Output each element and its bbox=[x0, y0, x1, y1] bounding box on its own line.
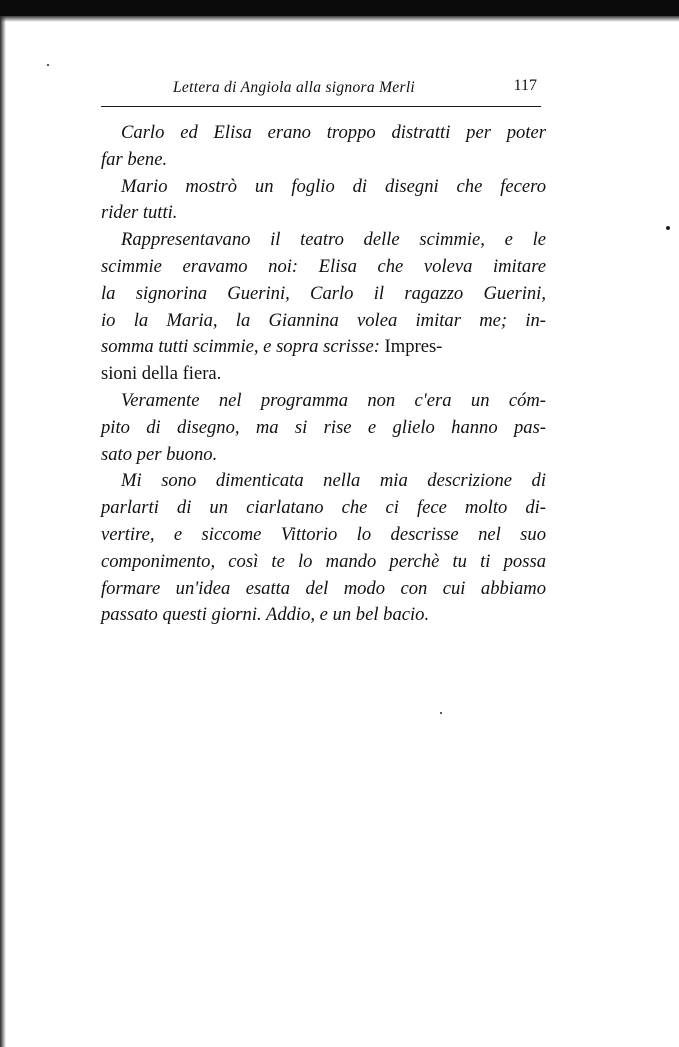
scan-top-shadow bbox=[0, 16, 679, 22]
text-line: pito di disegno, ma si rise e glielo hanno pas- bbox=[101, 416, 546, 438]
text-line: Mi sono dimenticata nella mia descrizione di bbox=[121, 470, 546, 492]
text-line: la signorina Guerini, Carlo il ragazzo Guerini, bbox=[101, 282, 546, 304]
body-text bbox=[101, 120, 546, 629]
text-line: io la Maria, la Giannina volea imitar me; in- bbox=[101, 309, 546, 331]
page-number: 117 bbox=[513, 77, 537, 94]
running-title: Lettera di Angiola alla signora Merli bbox=[173, 79, 416, 96]
ink-speck bbox=[666, 226, 670, 230]
scan-top-edge bbox=[0, 0, 679, 16]
text-line: far bene. bbox=[101, 148, 168, 170]
text-line: Veramente nel programma non c'era un cóm- bbox=[121, 389, 546, 411]
text-line: parlarti di un ciarlatano che ci fece molto di- bbox=[101, 497, 546, 519]
text-line: sato per buono. bbox=[101, 443, 218, 465]
text-line: passato questi giorni. Addio, e un bel bacio. bbox=[101, 604, 430, 626]
scan-left-edge bbox=[0, 16, 6, 1047]
text-line: formare un'idea esatta del modo con cui abbiamo bbox=[101, 577, 546, 599]
text-line: scimmie eravamo noi: Elisa che voleva imitare bbox=[101, 255, 546, 277]
text-line: sioni della fiera. bbox=[101, 363, 222, 385]
text-line: Rappresentavano il teatro delle scimmie, e le bbox=[121, 229, 546, 251]
text-line-roman-part: Impres- bbox=[384, 336, 443, 358]
text-line: Mario mostrò un foglio di disegni che fecero bbox=[121, 175, 546, 197]
ink-speck bbox=[47, 64, 49, 66]
text-line: componimento, così te lo mando perchè tu ti possa bbox=[101, 550, 546, 572]
ink-speck bbox=[440, 712, 442, 714]
page-header bbox=[101, 74, 541, 107]
text-line: rider tutti. bbox=[101, 202, 178, 224]
text-line-italic-part: somma tutti scimmie, e sopra scrisse: bbox=[101, 336, 380, 358]
text-line: Carlo ed Elisa erano troppo distratti per poter bbox=[121, 122, 546, 143]
text-line: vertire, e siccome Vittorio lo descrisse nel suo bbox=[101, 523, 546, 545]
text-line bbox=[101, 334, 546, 361]
